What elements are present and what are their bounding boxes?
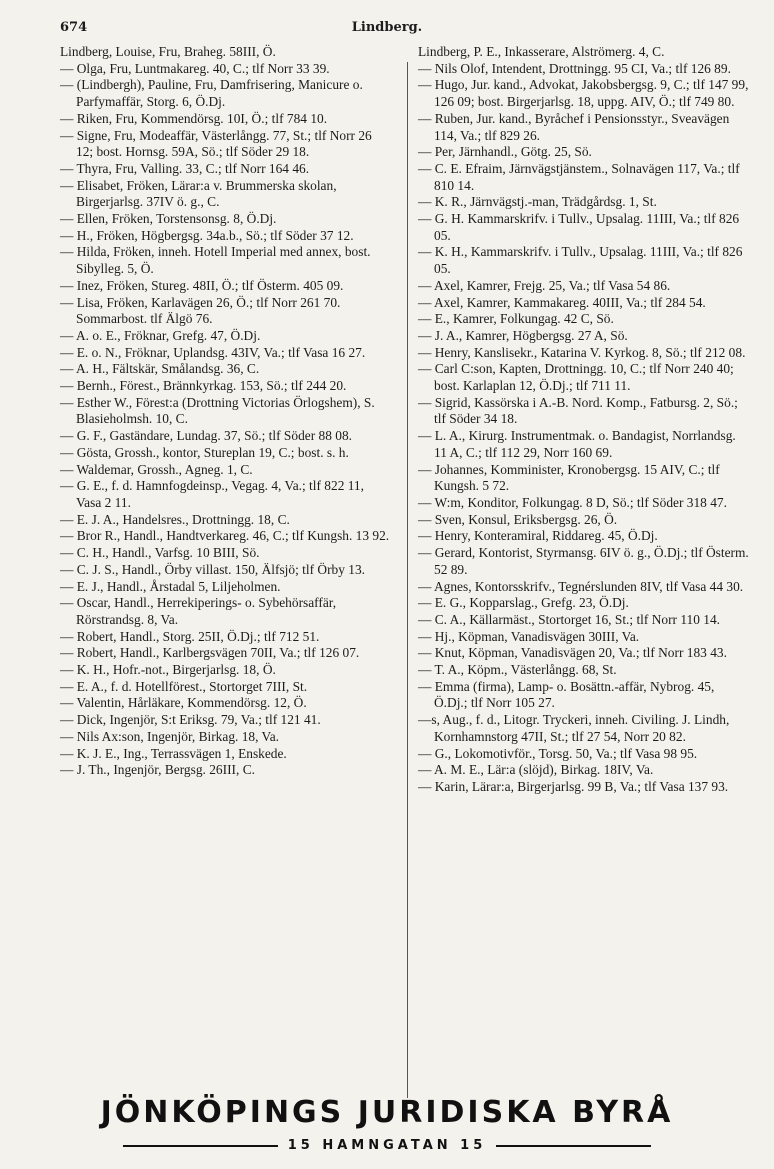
directory-entry: — W:m, Konditor, Folkungag. 8 D, Sö.; tlf Söder 318 47. (418, 494, 727, 510)
directory-entry: — E. o. N., Fröknar, Uplandsg. 43IV, Va.; tlf Vasa 16 27. (60, 344, 366, 360)
directory-entry: — E. A., f. d. Hotellförest., Stortorget 7III, St. (60, 678, 308, 694)
advertisement-address-line (0, 1138, 774, 1153)
directory-entry: — Carl C:son, Kapten, Drottningg. 10, C.; tlf Norr 240 40; bost. Karlaplan 12, Ö.Dj.; tlf 711 11. (418, 361, 734, 394)
page-number: 674 (60, 20, 88, 35)
right-column (418, 44, 750, 796)
directory-entry: — Gösta, Grossh., kontor, Stureplan 19, C.; bost. s. h. (60, 444, 349, 460)
directory-entry: Lindberg, P. E., Inkasserare, Alströmerg. 4, C. (418, 44, 665, 59)
directory-entry: — Henry, Konteramiral, Riddareg. 45, Ö.Dj. (418, 528, 658, 544)
directory-entry: — K. H., Hofr.-not., Birgerjarlsg. 18, Ö. (60, 662, 276, 678)
directory-entry: — Riken, Fru, Kommendörsg. 10I, Ö.; tlf 784 10. (60, 110, 328, 126)
directory-entry: — E., Kamrer, Folkungag. 42 C, Sö. (418, 311, 614, 327)
directory-entry: — Lisa, Fröken, Karlavägen 26, Ö.; tlf Norr 261 70. Sommarbost. tlf Älgö 76. (60, 294, 341, 327)
directory-entry: — Hilda, Fröken, inneh. Hotell Imperial med annex, bost. Sibylleg. 5, Ö. (60, 244, 371, 277)
directory-entry: — E. J. A., Handelsres., Drottningg. 18, C. (60, 511, 290, 527)
directory-entry: — G. E., f. d. Hamnfogdeinsp., Vegag. 4, Va.; tlf 822 11, Vasa 2 11. (60, 478, 364, 510)
directory-entry: — Axel, Kamrer, Kammakareg. 40III, Va.; tlf 284 54. (418, 294, 706, 310)
directory-entry: — Emma (firma), Lamp- o. Bosättn.-affär, Nybrog. 45, Ö.Dj.; tlf Norr 105 27. (418, 678, 715, 711)
directory-entry: — A. o. E., Fröknar, Grefg. 47, Ö.Dj. (60, 327, 261, 343)
directory-entry: — C. J. S., Handl., Örby villast. 150, Älfsjö; tlf Örby 13. (60, 561, 366, 577)
directory-entry: — Nils Olof, Intendent, Drottningg. 95 CI, Va.; tlf 126 89. (418, 60, 731, 76)
directory-entry: — Olga, Fru, Luntmakareg. 40, C.; tlf Norr 33 39. (60, 60, 330, 76)
directory-entry: — L. A., Kirurg. Instrumentmak. o. Bandagist, Norrlandsg. 11 A, C.; tlf 112 29, Norr 160 69. (418, 428, 736, 460)
directory-entry: — C. E. Efraim, Järnvägstjänstem., Solnavägen 117, Va.; tlf 810 14. (418, 160, 740, 193)
directory-entry: — Knut, Köpman, Vanadisvägen 20, Va.; tlf Norr 183 43. (418, 645, 727, 661)
directory-entry: —s, Aug., f. d., Litogr. Tryckeri, inneh. Civiling. J. Lindh, Kornhamnstorg 47II, St.; tlf 27 54, Norr 20 82. (418, 712, 730, 744)
directory-entry: — Axel, Kamrer, Frejg. 25, Va.; tlf Vasa 54 86. (418, 277, 671, 293)
directory-entry: — C. H., Handl., Varfsg. 10 BIII, Sö. (60, 545, 260, 561)
directory-entry: — Waldemar, Grossh., Agneg. 1, C. (60, 461, 253, 477)
directory-entry: — J. A., Kamrer, Högbergsg. 27 A, Sö. (418, 327, 628, 343)
rule-right (496, 1145, 651, 1147)
directory-entry: — Agnes, Kontorsskrifv., Tegnérslunden 8IV, tlf Vasa 44 30. (418, 578, 744, 594)
directory-entry: — Hj., Köpman, Vanadisvägen 30III, Va. (418, 628, 640, 644)
directory-entry: — Sven, Konsul, Eriksbergsg. 26, Ö. (418, 511, 618, 527)
directory-entry: — Per, Järnhandl., Götg. 25, Sö. (418, 144, 592, 160)
advertisement-title: JÖNKÖPINGS JURIDISKA BYRÅ (100, 1095, 674, 1130)
directory-entry: — G. H. Kammarskrifv. i Tullv., Upsalag. 11III, Va.; tlf 826 05. (418, 211, 740, 243)
directory-entry: — Nils Ax:son, Ingenjör, Birkag. 18, Va. (60, 728, 280, 744)
directory-entry: — Johannes, Komminister, Kronobergsg. 15 AIV, C.; tlf Kungsh. 5 72. (418, 461, 720, 494)
directory-entry: — G. F., Gaständare, Lundag. 37, Sö.; tlf Söder 88 08. (60, 428, 352, 444)
directory-entry: — Inez, Fröken, Stureg. 48II, Ö.; tlf Österm. 405 09. (60, 277, 344, 293)
directory-entry: — A. M. E., Lär:a (slöjd), Birkag. 18IV, Va. (418, 762, 654, 778)
directory-entry: — Robert, Handl., Karlbergsvägen 70II, Va.; tlf 126 07. (60, 645, 360, 661)
directory-entry: — H., Fröken, Högbergsg. 34a.b., Sö.; tlf Söder 37 12. (60, 227, 354, 243)
directory-entry: — Oscar, Handl., Herrekiperings- o. Sybehörsaffär, Rörstrandsg. 8, Va. (60, 595, 337, 627)
directory-entry: — K. R., Järnvägstj.-man, Trädgårdsg. 1, St. (418, 194, 657, 210)
directory-entry: — Valentin, Hårläkare, Kommendörsg. 12, Ö. (60, 695, 307, 711)
advertisement-address: 15 HAMNGATAN 15 (287, 1138, 487, 1153)
directory-entry: — Sigrid, Kassörska i A.-B. Nord. Komp., Fatbursg. 2, Sö.; tlf Söder 34 18. (418, 394, 738, 427)
directory-entry: — Karin, Lärar:a, Birgerjarlsg. 99 B, Va.; tlf Vasa 137 93. (418, 778, 729, 794)
directory-entry: — Henry, Kanslisekr., Katarina V. Kyrkog. 8, Sö.; tlf 212 08. (418, 344, 746, 360)
directory-entry: — Elisabet, Fröken, Lärar:a v. Brummerska skolan, Birgerjarlsg. 37IV ö. g., C. (60, 177, 337, 210)
directory-entry: — A. H., Fältskär, Smålandsg. 36, C. (60, 361, 260, 377)
directory-entry: — Signe, Fru, Modeaffär, Västerlångg. 77, St.; tlf Norr 26 12; bost. Hornsg. 59A, Sö.; tlf Söder 29 18. (60, 127, 372, 160)
directory-entry: — Hugo, Jur. kand., Advokat, Jakobsbergsg. 9, C.; tlf 147 99, 126 09; bost. Birgerjarlsg. 18, uppg. AIV, Ö.; tlf 749 80. (418, 77, 749, 110)
directory-entry: — E. J., Handl., Årstadal 5, Liljeholmen. (60, 578, 281, 594)
directory-entry: Lindberg, Louise, Fru, Braheg. 58III, Ö. (60, 44, 276, 59)
rule-left (123, 1145, 278, 1147)
directory-entry: — Esther W., Förest:a (Drottning Victorias Örlogshem), S. Blasieholmsh. 10, C. (60, 394, 375, 427)
left-column (60, 44, 392, 779)
directory-entry: — (Lindbergh), Pauline, Fru, Damfrisering, Manicure o. Parfymaffär, Storg. 6, Ö.Dj. (60, 77, 363, 110)
directory-entry: — Bror R., Handl., Handtverkareg. 46, C.; tlf Kungsh. 13 92. (60, 528, 390, 544)
directory-entry: — Bernh., Förest., Brännkyrkag. 153, Sö.; tlf 244 20. (60, 378, 347, 394)
directory-entry: — Ellen, Fröken, Torstensonsg. 8, Ö.Dj. (60, 211, 277, 227)
directory-entry: — Robert, Handl., Storg. 25II, Ö.Dj.; tlf 712 51. (60, 628, 320, 644)
directory-entry: — K. H., Kammarskrifv. i Tullv., Upsalag. 11III, Va.; tlf 826 05. (418, 244, 743, 277)
directory-entry: — Gerard, Kontorist, Styrmansg. 6IV ö. g., Ö.Dj.; tlf Österm. 52 89. (418, 545, 749, 577)
running-head: Lindberg. (351, 20, 423, 35)
directory-entry: — E. G., Kopparslag., Grefg. 23, Ö.Dj. (418, 595, 629, 611)
directory-entry: — G., Lokomotivför., Torsg. 50, Va.; tlf Vasa 98 95. (418, 745, 698, 761)
directory-entry: — J. Th., Ingenjör, Bergsg. 26III, C. (60, 762, 255, 778)
column-divider (407, 62, 408, 1098)
directory-entry: — Dick, Ingenjör, S:t Eriksg. 79, Va.; tlf 121 41. (60, 712, 321, 728)
directory-entry: — Ruben, Jur. kand., Byråchef i Pensionsstyr., Sveavägen 114, Va.; tlf 829 26. (418, 110, 730, 143)
directory-entry: — K. J. E., Ing., Terrassvägen 1, Enskede. (60, 745, 287, 761)
directory-entry: — Thyra, Fru, Valling. 33, C.; tlf Norr 164 46. (60, 160, 310, 176)
directory-entry: — C. A., Källarmäst., Stortorget 16, St.; tlf Norr 110 14. (418, 611, 721, 627)
directory-entry: — T. A., Köpm., Västerlångg. 68, St. (418, 662, 617, 678)
